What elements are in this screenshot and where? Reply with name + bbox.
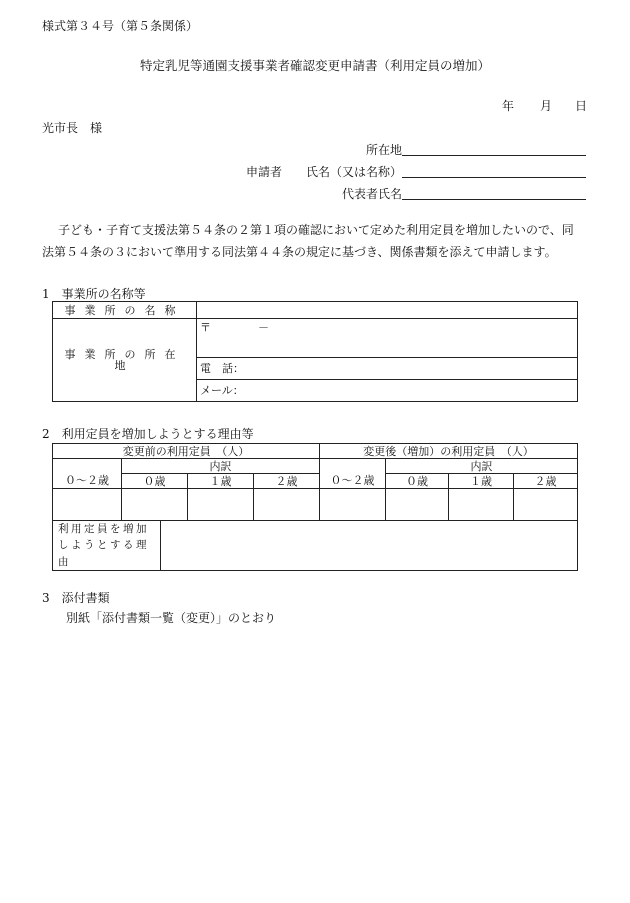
section-2-heading: 2 利用定員を増加しようとする理由等	[42, 427, 254, 441]
before-age-0-header: ０歳	[122, 474, 188, 489]
after-age-2-header: ２歳	[514, 474, 578, 489]
date-day-label: 日	[575, 99, 588, 113]
document-title: 特定乳児等通園支援事業者確認変更申請書（利用定員の増加）	[139, 58, 490, 73]
after-capacity-header: 変更後（増加）の利用定員 （人）	[320, 444, 578, 459]
phone-field[interactable]	[197, 358, 578, 380]
email-field[interactable]	[197, 380, 578, 402]
date-month-label: 月	[540, 99, 553, 113]
capacity-table	[52, 443, 578, 521]
before-breakdown-label: 内訳	[122, 459, 320, 474]
before-age-0-2-header: ０～２歳	[53, 474, 122, 489]
before-age-0-input[interactable]	[122, 489, 188, 521]
section-1-heading: 1 事業所の名称等	[42, 287, 146, 301]
before-age-1-header: １歳	[188, 474, 254, 489]
attachments-text: 別紙「添付書類一覧（変更）」のとおり	[66, 611, 277, 625]
after-age-2-input[interactable]	[514, 489, 578, 521]
reason-field[interactable]	[161, 521, 578, 571]
postal-mark: 〒	[200, 321, 211, 334]
after-age-0-2-header: ０～２歳	[320, 474, 386, 489]
facility-name-field[interactable]	[197, 302, 578, 319]
body-text-line-1: 子ども・子育て支援法第５４条の２第１項の確認において定めた利用定員を増加したいので、同	[58, 223, 574, 237]
applicant-label: 申請者	[246, 165, 283, 179]
phone-label: 電 話：	[200, 362, 244, 375]
address-label: 所在地	[366, 143, 403, 157]
before-age-2-header: ２歳	[254, 474, 320, 489]
before-age-0-2-input[interactable]	[53, 489, 122, 521]
before-total-header-spacer	[53, 459, 122, 474]
reason-table	[52, 520, 578, 571]
form-number: 様式第３４号（第５条関係）	[42, 19, 199, 33]
representative-field-line[interactable]	[402, 199, 586, 200]
postal-code-field[interactable]	[197, 319, 578, 358]
after-age-1-header: １歳	[449, 474, 514, 489]
name-field-line[interactable]	[402, 177, 586, 178]
after-breakdown-label: 内訳	[386, 459, 578, 474]
email-label: メール：	[200, 384, 244, 397]
after-total-header-spacer	[320, 459, 386, 474]
representative-label: 代表者氏名	[342, 187, 403, 201]
address-field-line[interactable]	[402, 155, 586, 156]
date-year-label: 年	[502, 99, 515, 113]
postal-dash: －	[258, 321, 269, 334]
body-text-line-2: 法第５４条の３において準用する同法第４４条の規定に基づき、関係書類を添えて申請します。	[42, 245, 557, 259]
addressee: 光市長 様	[42, 121, 103, 135]
facility-table	[52, 301, 578, 402]
after-age-0-input[interactable]	[386, 489, 449, 521]
before-age-1-input[interactable]	[188, 489, 254, 521]
before-age-2-input[interactable]	[254, 489, 320, 521]
section-3-heading: 3 添付書類	[42, 591, 110, 605]
facility-location-label: 事業所の所在地	[53, 319, 197, 402]
reason-label: 利用定員を増加 しようとする理由	[53, 521, 161, 571]
after-age-0-2-input[interactable]	[320, 489, 386, 521]
before-capacity-header: 変更前の利用定員 （人）	[53, 444, 320, 459]
after-age-0-header: ０歳	[386, 474, 449, 489]
after-age-1-input[interactable]	[449, 489, 514, 521]
name-label: 氏名（又は名称）	[306, 165, 403, 179]
facility-name-label: 事業所の名称	[53, 302, 197, 319]
